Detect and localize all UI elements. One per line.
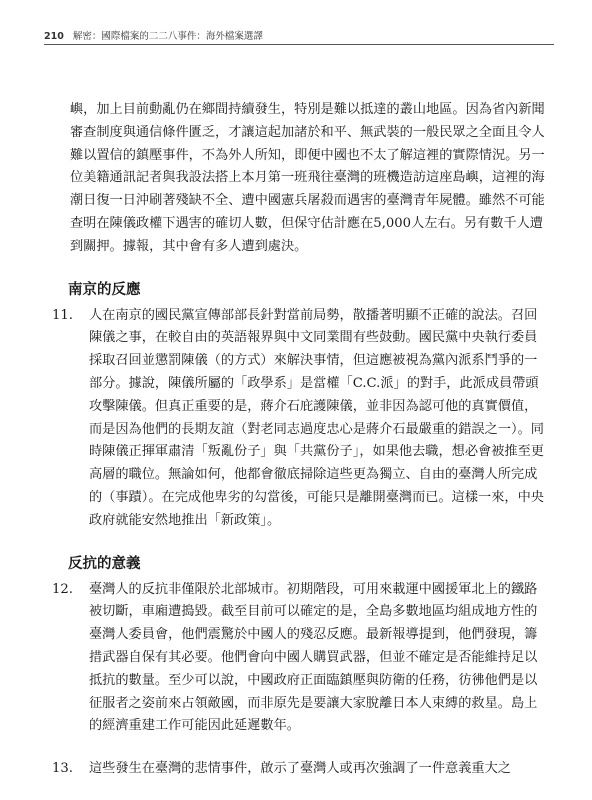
section-heading-nanjing: 南京的反應 [68, 280, 141, 298]
paragraph-text: 人在南京的國民黨宣傳部部長針對當前局勢，散播著明顯不正確的說法。召回陳儀之事，在較自由的英語報界與中文同業間有些鼓動。國民黨中央執行委員採取召回並懲罰陳儀（的方式）來解決事情，但這應被視為黨內派系鬥爭的一部分。據說，陳儀所屬的「政學系」是當權「C.C.派」的對手，此派成員帶頭攻擊陳儀。但真正重要的是，蔣介石庇護陳儀，並非因為認可他的真實價值，而是因為他們的長期友誼（對老同志過度忠心是蔣介石最嚴重的錯誤之一）。同時陳儀正揮軍肅清「叛亂份子」與「共黨份子」，如果他去職，想必會被推至更高層的職位。無論如何，他都會徹底掃除這些更為獨立、自由的臺灣人所完成的（事蹟）。在完成他卑劣的勾當後，可能只是離開臺灣而已。這樣一來，中央政府就能安然地推出「新政策」。 [89, 307, 544, 528]
numbered-paragraph-11 [52, 305, 546, 533]
paragraph-number: 12. [52, 581, 73, 597]
page-number: 210 [44, 31, 64, 42]
header-rule [44, 44, 554, 45]
paragraph-number: 13. [52, 761, 73, 777]
page-body [52, 99, 546, 781]
book-title: 解密：國際檔案的二二八事件：海外檔案選譯 [72, 31, 263, 42]
paragraph-text: 這些發生在臺灣的悲情事件，啟示了臺灣人或再次強調了一件意義重大之 [89, 761, 511, 777]
intro-paragraph: 嶼，加上目前動亂仍在鄉間持續發生，特別是難以抵達的叢山地區。因為省內新聞審查制度與通信條件匱乏，才讓這起加諸於和平、無武裝的一般民眾之全面且令人難以置信的鎮壓事件，不為外人所知，即便中國也不太了解這裡的實際情況。另一位美籍通訊記者與我設法搭上本月第一班飛往臺灣的班機造訪這座島嶼，這裡的海潮日復一日沖刷著殘缺不全、遭中國憲兵屠殺而遇害的臺灣青年屍體。雖然不可能查明在陳儀政權下遇害的確切人數，但保守估計應在5,000人左右。另有數千人遭到關押。據報，其中會有多人遭到處決。 [70, 102, 545, 254]
section-heading-resistance: 反抗的意義 [68, 554, 141, 572]
paragraph-number: 11. [52, 307, 73, 323]
numbered-paragraph-13 [52, 758, 546, 781]
running-header [44, 28, 554, 42]
paragraph-text: 臺灣人的反抗非僅限於北部城市。初期階段，可用來載運中國援軍北上的鐵路被切斷，車廂遭搗毀。截至目前可以確定的是，全島多數地區均組成地方性的臺灣人委員會，他們震驚於中國人的殘忍反應。最新報導提到，他們發現，籌措武器自保有其必要。他們會向中國人購買武器，但並不確定是否能維持足以抵抗的數量。至少可以說，中國政府正面臨鎮壓與防衛的任務，彷彿他們是以征服者之姿前來占領敵國，而非原先是要讓大家脫離日本人束縛的救星。島上的經濟重建工作可能因此延遲數年。 [89, 581, 538, 734]
numbered-paragraph-12 [52, 579, 546, 739]
